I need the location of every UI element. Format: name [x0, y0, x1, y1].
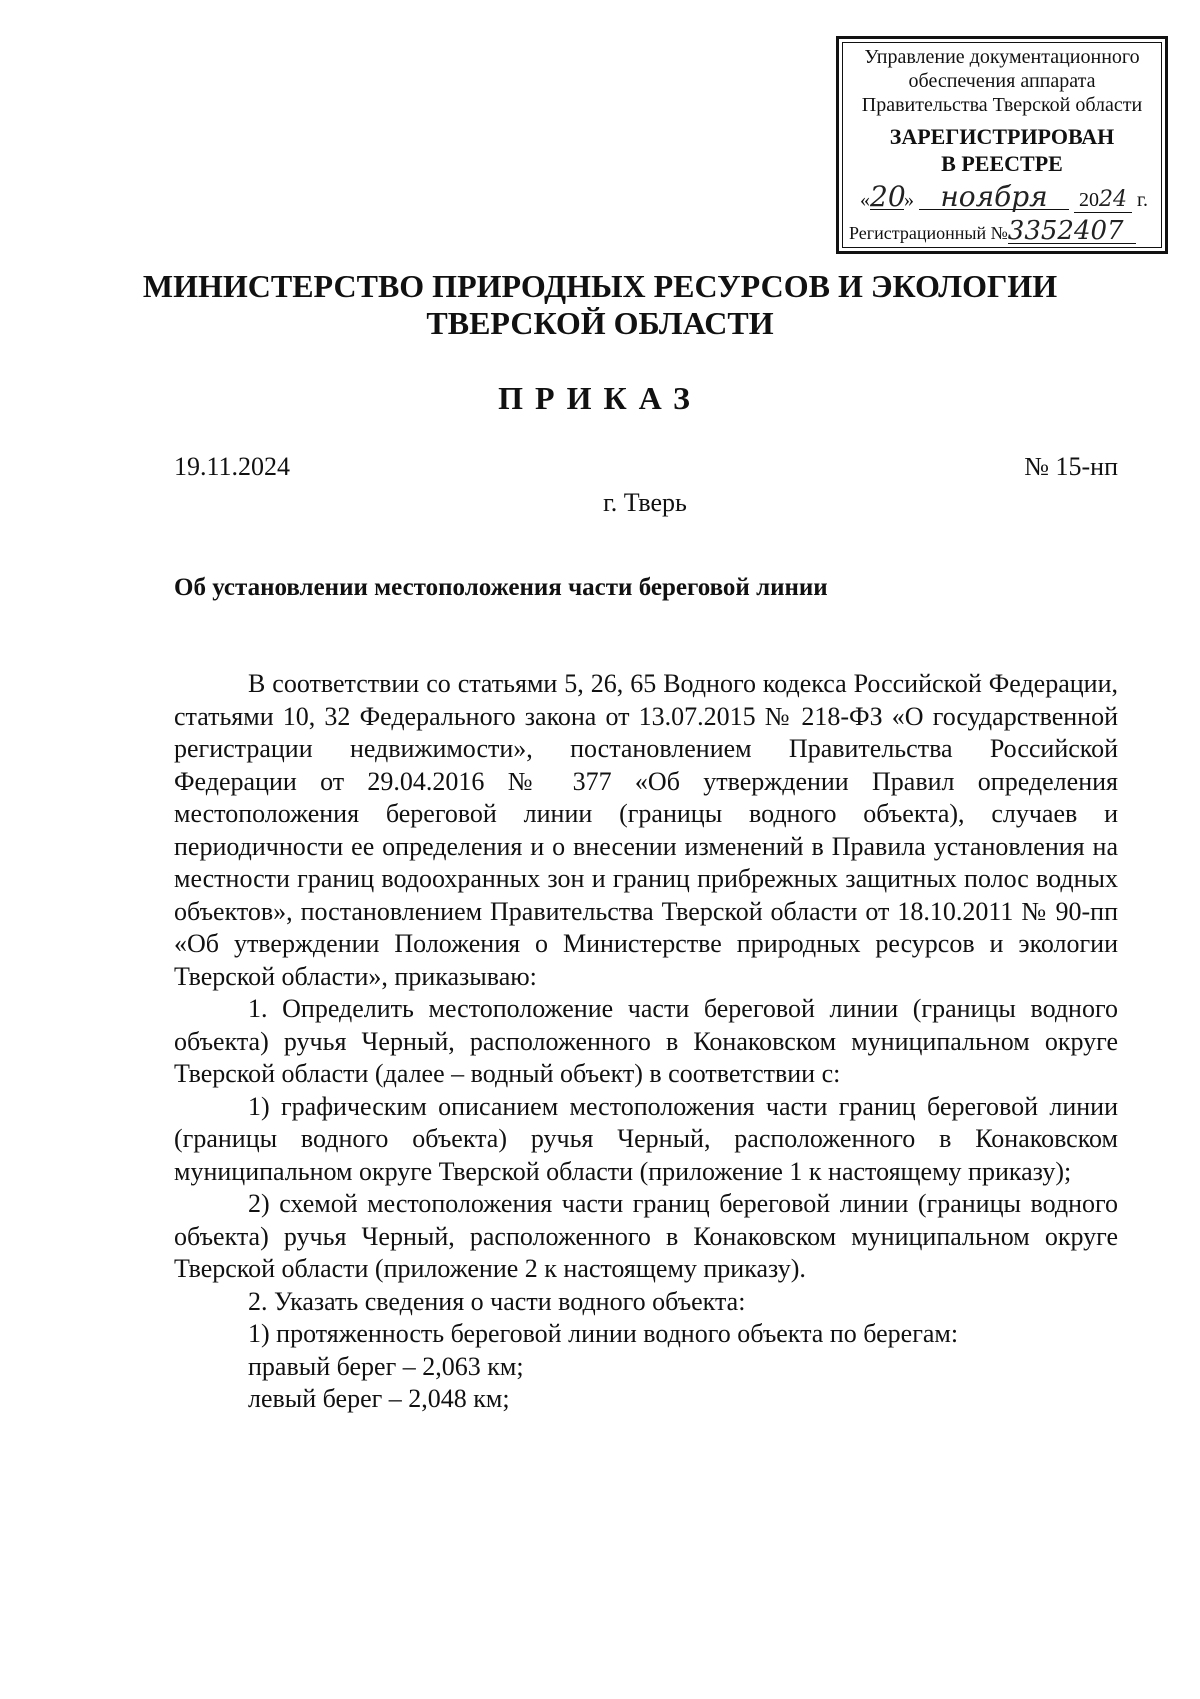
stamp-dept-line2: обеспечения аппарата	[908, 70, 1096, 92]
paragraph: правый берег – 2,063 км;	[248, 1351, 524, 1381]
stamp-date-line: «20» ноября 2024 г.	[860, 180, 1148, 213]
ministry-header-line2: ТВЕРСКОЙ ОБЛАСТИ	[426, 305, 774, 341]
stamp-day: 20	[870, 180, 906, 213]
document-city: г. Тверь	[603, 488, 687, 517]
ministry-header-line1: МИНИСТЕРСТВО ПРИРОДНЫХ РЕСУРСОВ И ЭКОЛОГИИ	[142, 268, 1058, 304]
stamp-dept-line1: Управление документационного	[864, 46, 1140, 68]
document-number: № 15-нп	[1024, 452, 1118, 481]
document-date: 19.11.2024	[174, 452, 291, 481]
paragraph: левый берег – 2,048 км;	[248, 1384, 510, 1413]
stamp-dept-line3: Правительства Тверской области	[861, 94, 1143, 116]
stamp-registered-line2: В РЕЕСТРЕ	[941, 151, 1063, 176]
ministry-header	[0, 268, 1200, 342]
paragraph: 1) графическим описанием местоположения части границ береговой линии (границы водного объекта) ручья Черный, расположенного в Конаковском муниципальном округе Тверской области (приложение 1 к настоящему приказу);	[174, 1091, 1118, 1186]
stamp-year-suffix: 24	[1099, 187, 1128, 212]
stamp-reg-number: 3352407	[1008, 219, 1136, 244]
paragraph: 2) схемой местоположения части границ береговой линии (границы водного объекта) ручья Черный, расположенного в Конаковском муниципальном округе Тверской области (приложение 2 к настоящему приказу).	[174, 1189, 1118, 1283]
document-subject: Об установлении местоположения части береговой линии	[174, 574, 828, 601]
stamp-registered	[839, 123, 1165, 177]
stamp-year-mark: г.	[1137, 189, 1148, 211]
document-body	[174, 668, 1118, 1416]
stamp-registered-line1: ЗАРЕГИСТРИРОВАН	[889, 124, 1115, 149]
paragraph: В соответствии со статьями 5, 26, 65 Водного кодекса Российской Федерации, статьями 10, 32 Федерального закона от 13.07.2015 № 218-ФЗ «О государственной регистрации недвижимости», постановлением Правительства Российской Федерации от 29.04.2016 № 377 «Об утверждении Правил определения местоположения береговой линии (границы водного объекта), случаев и периодичности ее определения и о внесении изменений в Правила установления на местности границ водоохранных зон и границ прибрежных защитных полос водных объектов», постановлением Правительства Тверской области от 18.10.2011 № 90-пп «Об утверждении Положения о Министерстве природных ресурсов и экологии Тверской области», приказываю:	[174, 669, 1118, 991]
paragraph: 1) протяженность береговой линии водного объекта по берегам:	[248, 1319, 959, 1348]
paragraph: 1. Определить местоположение части береговой линии (границы водного объекта) ручья Черный, расположенного в Конаковском муниципальном округе Тверской области (далее – водный объект) в соответствии с:	[174, 994, 1118, 1088]
stamp-number-line	[849, 216, 1159, 249]
paragraph: 2. Указать сведения о части водного объекта:	[248, 1286, 746, 1316]
stamp-reg-label: Регистрационный №	[849, 223, 1008, 243]
document-type: ПРИКАЗ	[498, 380, 702, 416]
stamp-month: ноября	[919, 185, 1069, 210]
stamp-year-prefix: 20	[1079, 189, 1100, 211]
registration-stamp	[836, 36, 1168, 254]
stamp-department	[839, 45, 1165, 117]
